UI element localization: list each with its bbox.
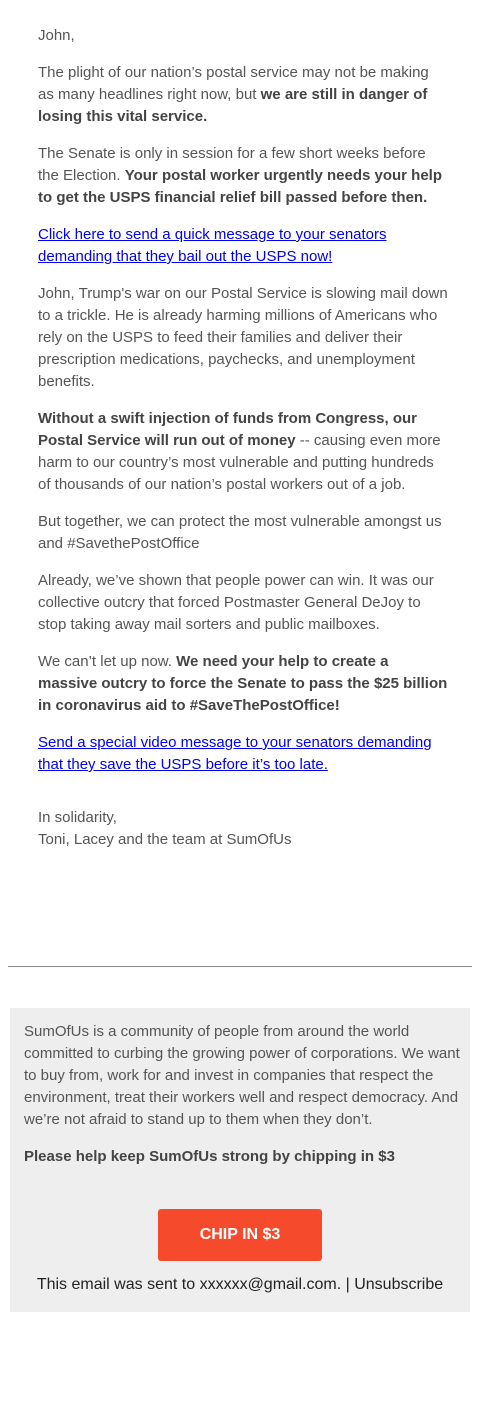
email-body	[38, 25, 448, 866]
footer-panel	[10, 1008, 470, 1312]
chip-in-button[interactable]: CHIP IN $3	[158, 1209, 322, 1261]
donation-ask: Please help keep SumOfUs strong by chipping in $3	[24, 1148, 395, 1165]
paragraph-together: But together, we can protect the most vulnerable amongst us and #SavethePostOffice	[38, 513, 442, 552]
signature-block	[38, 807, 448, 851]
paragraph-people-power: Already, we’ve shown that people power can win. It was our collective outcry that forced Postmaster General DeJoy to stop taking away mail sorters and public mailboxes.	[38, 572, 434, 633]
paragraph-trump-war: John, Trump's war on our Postal Service is slowing mail down to a trickle. He is already harming millions of Americans who rely on the USPS to feed their families and deliver their prescription medications, paychecks, and unemployment benefits.	[38, 285, 448, 390]
paragraph-postal-plight	[38, 62, 448, 128]
paragraph-text: The plight of our nation’s postal service may not be making as many headlines right now, but	[38, 64, 429, 103]
separator: . |	[336, 1276, 355, 1293]
bold-text: Your postal worker urgently needs your help to get the USPS financial relief bill passed before then.	[38, 167, 443, 206]
sent-prefix: This email was sent to	[36, 1276, 200, 1293]
paragraph-text: -- causing even more harm to our country’s most vulnerable and putting hundreds of thousands of our nation’s postal workers out of a job.	[38, 432, 441, 493]
sign-off: In solidarity,	[38, 809, 117, 826]
paragraph-funds	[38, 408, 448, 496]
greeting: John,	[38, 27, 75, 44]
send-message-link[interactable]: Click here to send a quick message to your senators demanding that they bail out the USPS now!	[38, 226, 387, 265]
bold-text: Without a swift injection of funds from Congress, our Postal Service will run out of money	[38, 410, 418, 449]
paragraph-text: We can’t let up now.	[38, 653, 177, 670]
send-video-link[interactable]: Send a special video message to your senators demanding that they save the USPS before it’s too late.	[38, 734, 432, 773]
bold-text: we are still in danger of losing this vital service.	[38, 86, 428, 125]
signature: Toni, Lacey and the team at SumOfUs	[38, 831, 292, 848]
recipient-email: xxxxxx@gmail.com	[199, 1276, 337, 1293]
footer-divider	[8, 966, 472, 967]
paragraph-senate-session	[38, 143, 448, 209]
paragraph-link-video	[38, 732, 448, 776]
paragraph-text: The Senate is only in session for a few short weeks before the Election.	[38, 145, 426, 184]
unsubscribe-link[interactable]: Unsubscribe	[354, 1276, 444, 1293]
paragraph-outcry	[38, 651, 448, 717]
about-text: SumOfUs is a community of people from around the world committed to curbing the growing power of corporations. We want to buy from, work for and invest in companies that respect the environment, treat their workers well and respect democracy. And we’re not afraid to stand up to them when they don’t.	[24, 1023, 460, 1128]
bold-text: We need your help to create a massive outcry to force the Senate to pass the $25 billion in coronavirus aid to #SaveThePostOffice!	[38, 653, 448, 714]
sent-notice	[10, 1274, 470, 1296]
paragraph-link-message	[38, 224, 448, 268]
